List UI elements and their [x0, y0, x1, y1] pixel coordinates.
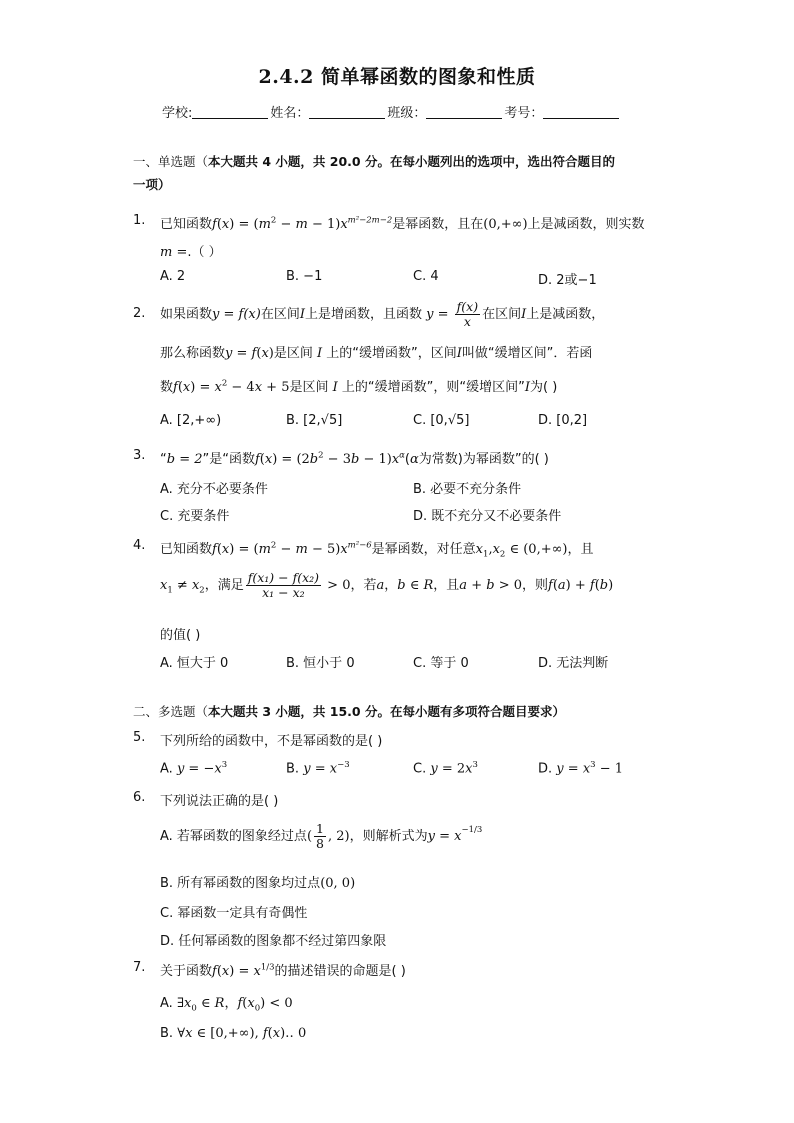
option-d[interactable]: D. [0,2]: [538, 413, 588, 428]
question-number: 1.: [133, 213, 146, 228]
text-seg: ，则: [522, 578, 549, 593]
option-d[interactable]: D. 2或−1: [538, 273, 597, 288]
section1-prefix: 一、单选题（: [133, 154, 209, 169]
text-seg: ，则解析式为: [349, 829, 428, 844]
option-a[interactable]: A. $y = -x^3$: [160, 760, 228, 777]
question-text: “b = 2”是“函数$f(x) = (2b^2 - 3b - 1)x^\alpha(\alpha$为常数)为幂函数”的( ): [160, 450, 549, 467]
text-seg: B.: [160, 1026, 174, 1041]
field-examno-label: 考号：: [504, 106, 544, 121]
option-c[interactable]: C. 等于 0: [413, 656, 469, 671]
text-seg: 为常数)为幂函数”的( ): [418, 452, 549, 467]
option-d[interactable]: D. 既不充分又不必要条件: [413, 509, 562, 524]
section2-prefix: 二、多选题（: [133, 704, 209, 719]
fraction-one-eighth: $\frac{1}{8}$: [316, 821, 324, 851]
text-seg: ，且: [433, 578, 460, 593]
student-info-row: [162, 102, 621, 121]
text-seg: 上是减函数，则实数: [527, 217, 645, 232]
text-seg: .（ ）: [187, 245, 222, 260]
text-seg: 在区间: [260, 307, 300, 322]
question-text: 已知函数$f(x) = (m^2 - m - 1)x^{m^2-2m-2}$是幂函数，且在(0,+∞)上是减函数，则实数: [160, 215, 645, 232]
question-number: 7.: [133, 960, 146, 975]
field-school-label: 学校:: [162, 106, 193, 121]
text-seg: A.: [160, 996, 173, 1011]
formula: f: [212, 217, 217, 232]
section1-bold: 本大题共 4 小题，共 20.0 分。在每小题列出的选项中，选出符合题目的: [208, 154, 615, 169]
text-seg: ”是“函数: [202, 452, 255, 467]
question-number: 2.: [133, 306, 146, 321]
question-text: 下列所给的函数中，不是幂函数的是( ): [160, 734, 383, 749]
question-text: 已知函数$f(x) = (m^2 - m - 5)x^{m^2-6}$是幂函数，对任意$x_1,x_2$ ∈ (0,+∞)，且: [160, 540, 594, 560]
section-multi-choice-heading: [133, 700, 673, 723]
text-seg: 的描述错误的命题是( ): [274, 964, 406, 979]
question-number: 5.: [133, 730, 146, 745]
option-c[interactable]: C. [0,√5]: [413, 413, 470, 428]
option-a[interactable]: A. 若幂函数的图象经过点( $\frac{1}{8}$ , 2)，则解析式为$y = x^{-1/3}$: [160, 821, 483, 851]
formula: m =: [160, 245, 188, 260]
question-text-line2: 那么称函数y = f(x)是区间 I 上的“缓增函数”，区间I叫做“缓增区间”．若函: [160, 346, 593, 361]
question-number: 3.: [133, 448, 146, 463]
text-seg: 已知函数: [160, 542, 213, 557]
text-seg: 叫做“缓增区间”．若函: [461, 346, 593, 361]
field-class-label: 班级：: [387, 106, 427, 121]
option-c[interactable]: C. 幂函数一定具有奇偶性: [160, 906, 308, 921]
option-b[interactable]: B. 所有幂函数的图象均过点(0, 0): [160, 876, 356, 891]
option-c[interactable]: C. 4: [413, 269, 439, 284]
option-a[interactable]: A. 2: [160, 269, 186, 284]
option-b[interactable]: B. $y = x^{-3}$: [286, 760, 350, 777]
text-seg: 上是减函数，: [526, 307, 605, 322]
option-d[interactable]: D. 无法判断: [538, 656, 609, 671]
text-seg: 上的“缓增函数”，区间: [326, 346, 457, 361]
option-b[interactable]: B. 必要不充分条件: [413, 482, 522, 497]
text-seg: A. 若幂函数的图象经过点: [160, 829, 307, 844]
field-examno-blank[interactable]: [543, 106, 619, 119]
option-a[interactable]: A. 恒大于 0: [160, 656, 229, 671]
text-seg: 是幂函数，且在: [392, 217, 484, 232]
fraction-fx-over-x: $\frac{f(x)}{x}$: [456, 299, 479, 329]
option-c[interactable]: C. $y = 2x^3$: [413, 760, 478, 777]
text-seg: B. 所有幂函数的图象均过点: [160, 876, 321, 891]
option-d[interactable]: D. 任何幂函数的图象都不经过第四象限: [160, 934, 387, 949]
field-class-blank[interactable]: [426, 106, 502, 119]
formula: (: [216, 217, 222, 232]
question-text: 下列说法正确的是( ): [160, 794, 279, 809]
option-b[interactable]: B. [2,√5]: [286, 413, 343, 428]
text-seg: 如果函数: [160, 307, 213, 322]
formula: b = 2: [166, 452, 203, 467]
text-seg: 关于函数: [160, 964, 213, 979]
section1-line2: 一项）: [133, 177, 171, 192]
field-name-blank[interactable]: [309, 106, 385, 119]
text-seg: 是区间: [289, 380, 329, 395]
section2-bold: 本大题共 3 小题，共 15.0 分。在每小题有多项符合题目要求）: [208, 704, 565, 719]
option-d[interactable]: D. $y = x^3 - 1$: [538, 760, 624, 777]
text-seg: 是幂函数，对任意: [371, 542, 476, 557]
text-seg: 上是增函数，且函数: [304, 307, 422, 322]
option-b[interactable]: B. 恒小于 0: [286, 656, 355, 671]
text-seg: 在区间: [482, 307, 522, 322]
text-seg: “: [160, 452, 167, 467]
text-seg: (: [404, 452, 410, 467]
option-c[interactable]: C. 充要条件: [160, 509, 230, 524]
option-a[interactable]: A. 充分不必要条件: [160, 482, 268, 497]
question-number: 6.: [133, 790, 146, 805]
text-seg: ，满足: [204, 578, 244, 593]
text-seg: 数: [160, 380, 174, 395]
question-text-line3: 的值( ): [160, 628, 201, 643]
option-a[interactable]: A. $\exists x_0$ ∈ R，$f(x_0) < 0$: [160, 996, 293, 1014]
text-seg: 是区间: [273, 346, 313, 361]
text-seg: 为( ): [529, 380, 558, 395]
formula: y = f(x): [212, 307, 261, 322]
question-text-line2: $x_1 \ne x_2$，满足 $\frac{\text{f(x₁) − f(x₂)}}{\text{x₁ − x₂}}$ > 0，若a，b ∈ R，且a + b > 0，则f(a) + f(b): [160, 570, 614, 600]
text-seg: 上的“缓增函数”，则“缓增区间”: [341, 380, 525, 395]
fraction-difference-quotient: $\frac{\text{f(x₁) − f(x₂)}}{\text{x₁ − x₂}}$: [247, 570, 320, 600]
text-seg: 已知函数: [160, 217, 213, 232]
text-seg: ，且: [567, 542, 594, 557]
question-text: 如果函数y = f(x)在区间I上是增函数，且函数 y = $\frac{f(x)}{x}$ 在区间I上是减函数，: [160, 299, 605, 329]
field-school-blank[interactable]: [192, 106, 268, 119]
question-text-line3: 数$f(x) = x^2 - 4x + 5$是区间 I 上的“缓增函数”，则“缓增区间”I为( ): [160, 378, 558, 395]
question-number: 4.: [133, 538, 146, 553]
option-b[interactable]: B. −1: [286, 269, 323, 284]
text-seg: ，若: [350, 578, 377, 593]
question-text: 关于函数$f(x) = x^{1/3}$的描述错误的命题是( ): [160, 962, 406, 979]
text-seg: 那么称函数: [160, 346, 226, 361]
question-text-line2: [160, 241, 222, 260]
field-name-label: 姓名：: [270, 106, 310, 121]
section-single-choice-heading: [133, 150, 673, 196]
page-title: 2.4.2 简单幂函数的图象和性质: [258, 66, 536, 88]
option-b[interactable]: B. ∀x ∈ [0,+∞), f(x)‥ 0: [160, 1026, 307, 1041]
option-a[interactable]: A. [2,+∞): [160, 413, 222, 428]
